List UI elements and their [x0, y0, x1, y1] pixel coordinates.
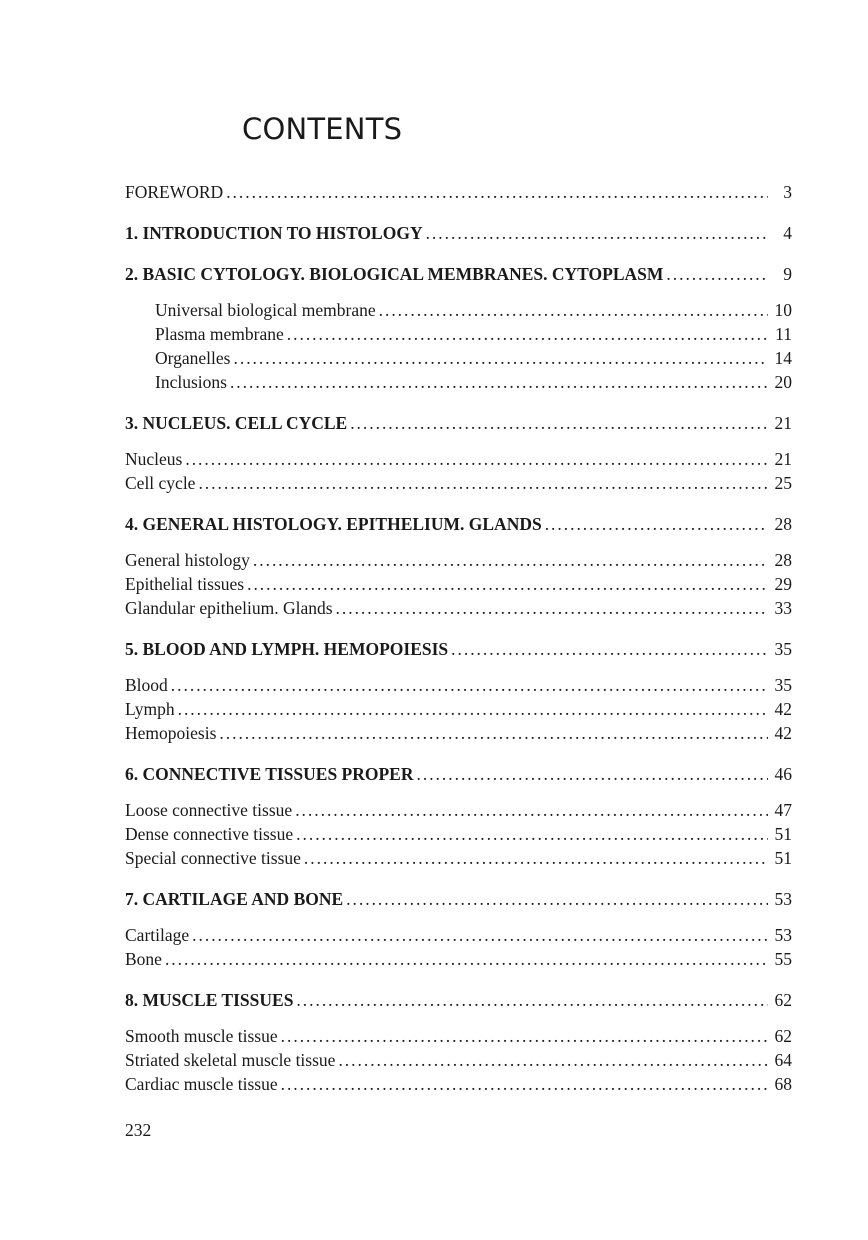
toc-section — [125, 822, 792, 846]
toc-chapter-label: 4. GENERAL HISTOLOGY. EPITHELIUM. GLANDS — [125, 514, 542, 534]
toc-section-label: Blood — [125, 675, 168, 695]
toc-page-number: 9 — [783, 264, 792, 284]
toc-chapter-2 — [125, 262, 792, 286]
toc-entry-label: FOREWORD — [125, 182, 224, 202]
toc-chapter-8 — [125, 988, 792, 1012]
dot-leader — [346, 887, 768, 911]
dot-leader — [178, 697, 768, 721]
toc-section — [125, 1048, 792, 1072]
dot-leader — [336, 596, 768, 620]
dot-leader — [230, 370, 768, 394]
toc-page-number: 42 — [774, 699, 792, 719]
toc-page-number: 62 — [774, 1026, 792, 1046]
dot-leader — [545, 512, 768, 536]
toc-chapter-label: 6. CONNECTIVE TISSUES PROPER — [125, 764, 414, 784]
table-of-contents — [125, 180, 792, 1096]
toc-page-number: 21 — [774, 413, 792, 433]
dot-leader — [666, 262, 768, 286]
toc-section — [125, 322, 792, 346]
toc-chapter-3 — [125, 411, 792, 435]
toc-page-number: 20 — [774, 372, 792, 392]
dot-leader — [281, 1024, 768, 1048]
toc-section-label: Hemopoiesis — [125, 723, 217, 743]
toc-section-label: Dense connective tissue — [125, 824, 294, 844]
toc-chapter-label: 3. NUCLEUS. CELL CYCLE — [125, 413, 348, 433]
toc-page-number: 11 — [775, 324, 792, 344]
toc-chapter-6 — [125, 762, 792, 786]
dot-leader — [198, 471, 768, 495]
dot-leader — [234, 346, 769, 370]
toc-page-number: 3 — [783, 182, 792, 202]
toc-page-number: 35 — [774, 675, 792, 695]
toc-section-label: Cardiac muscle tissue — [125, 1074, 278, 1094]
dot-leader — [417, 762, 769, 786]
dot-leader — [451, 637, 768, 661]
toc-section — [125, 298, 792, 322]
toc-chapter-label: 5. BLOOD AND LYMPH. HEMOPOIESIS — [125, 639, 449, 659]
toc-section-label: Special connective tissue — [125, 848, 301, 868]
toc-chapter-label: 2. BASIC CYTOLOGY. BIOLOGICAL MEMBRANES. CYTOPLASM — [125, 264, 664, 284]
dot-leader — [350, 411, 768, 435]
toc-section-label: Striated skeletal muscle tissue — [125, 1050, 336, 1070]
toc-page-number: 51 — [774, 848, 792, 868]
toc-section — [125, 572, 792, 596]
toc-section — [125, 673, 792, 697]
toc-entry-foreword — [125, 180, 792, 204]
toc-page-number: 10 — [774, 300, 792, 320]
toc-page-number: 53 — [774, 925, 792, 945]
toc-section-label: Epithelial tissues — [125, 574, 245, 594]
dot-leader — [165, 947, 768, 971]
dot-leader — [219, 721, 768, 745]
page-title: CONTENTS — [242, 112, 403, 146]
toc-page-number: 64 — [774, 1050, 792, 1070]
toc-section-label: Loose connective tissue — [125, 800, 293, 820]
dot-leader — [295, 798, 768, 822]
toc-section-label: Smooth muscle tissue — [125, 1026, 278, 1046]
dot-leader — [338, 1048, 768, 1072]
toc-page-number: 33 — [774, 598, 792, 618]
dot-leader — [296, 988, 768, 1012]
toc-section — [125, 1024, 792, 1048]
toc-page-number: 21 — [774, 449, 792, 469]
toc-page-number: 42 — [774, 723, 792, 743]
toc-page-number: 28 — [774, 514, 792, 534]
dot-leader — [247, 572, 768, 596]
dot-leader — [379, 298, 768, 322]
dot-leader — [226, 180, 768, 204]
toc-section — [125, 721, 792, 745]
toc-section-label: Cartilage — [125, 925, 190, 945]
toc-page-number: 35 — [774, 639, 792, 659]
toc-page-number: 62 — [774, 990, 792, 1010]
toc-chapter-7 — [125, 887, 792, 911]
toc-section-label: Bone — [125, 949, 162, 969]
toc-section-label: General histology — [125, 550, 250, 570]
toc-section — [125, 923, 792, 947]
toc-page-number: 28 — [774, 550, 792, 570]
toc-page-number: 55 — [774, 949, 792, 969]
dot-leader — [281, 1072, 768, 1096]
toc-section — [125, 846, 792, 870]
toc-section — [125, 697, 792, 721]
toc-page-number: 14 — [774, 348, 792, 368]
toc-section-label: Plasma membrane — [155, 324, 284, 344]
toc-chapter-4 — [125, 512, 792, 536]
toc-page-number: 4 — [783, 223, 792, 243]
toc-chapter-label: 7. CARTILAGE AND BONE — [125, 889, 344, 909]
dot-leader — [296, 822, 768, 846]
toc-section — [125, 346, 792, 370]
dot-leader — [192, 923, 768, 947]
toc-section — [125, 471, 792, 495]
toc-page-number: 25 — [774, 473, 792, 493]
toc-page-number: 53 — [774, 889, 792, 909]
toc-section — [125, 596, 792, 620]
toc-chapter-label: 8. MUSCLE TISSUES — [125, 990, 294, 1010]
toc-section-label: Cell cycle — [125, 473, 196, 493]
toc-section — [125, 447, 792, 471]
dot-leader — [304, 846, 768, 870]
toc-section-label: Organelles — [155, 348, 231, 368]
toc-chapter-label: 1. INTRODUCTION TO HISTOLOGY — [125, 223, 423, 243]
toc-section — [125, 1072, 792, 1096]
toc-section-label: Lymph — [125, 699, 175, 719]
dot-leader — [287, 322, 768, 346]
toc-page-number: 29 — [774, 574, 792, 594]
toc-section — [125, 947, 792, 971]
page-number: 232 — [125, 1120, 152, 1140]
toc-section — [125, 370, 792, 394]
toc-page-number: 46 — [774, 764, 792, 784]
toc-page-number: 68 — [774, 1074, 792, 1094]
toc-section — [125, 798, 792, 822]
toc-chapter-1 — [125, 221, 792, 245]
toc-section — [125, 548, 792, 572]
toc-page-number: 47 — [774, 800, 792, 820]
dot-leader — [171, 673, 768, 697]
toc-section-label: Glandular epithelium. Glands — [125, 598, 333, 618]
toc-section-label: Nucleus — [125, 449, 183, 469]
toc-section-label: Universal biological membrane — [155, 300, 376, 320]
toc-page-number: 51 — [774, 824, 792, 844]
dot-leader — [426, 221, 768, 245]
toc-section-label: Inclusions — [155, 372, 227, 392]
dot-leader — [185, 447, 768, 471]
dot-leader — [253, 548, 768, 572]
toc-chapter-5 — [125, 637, 792, 661]
